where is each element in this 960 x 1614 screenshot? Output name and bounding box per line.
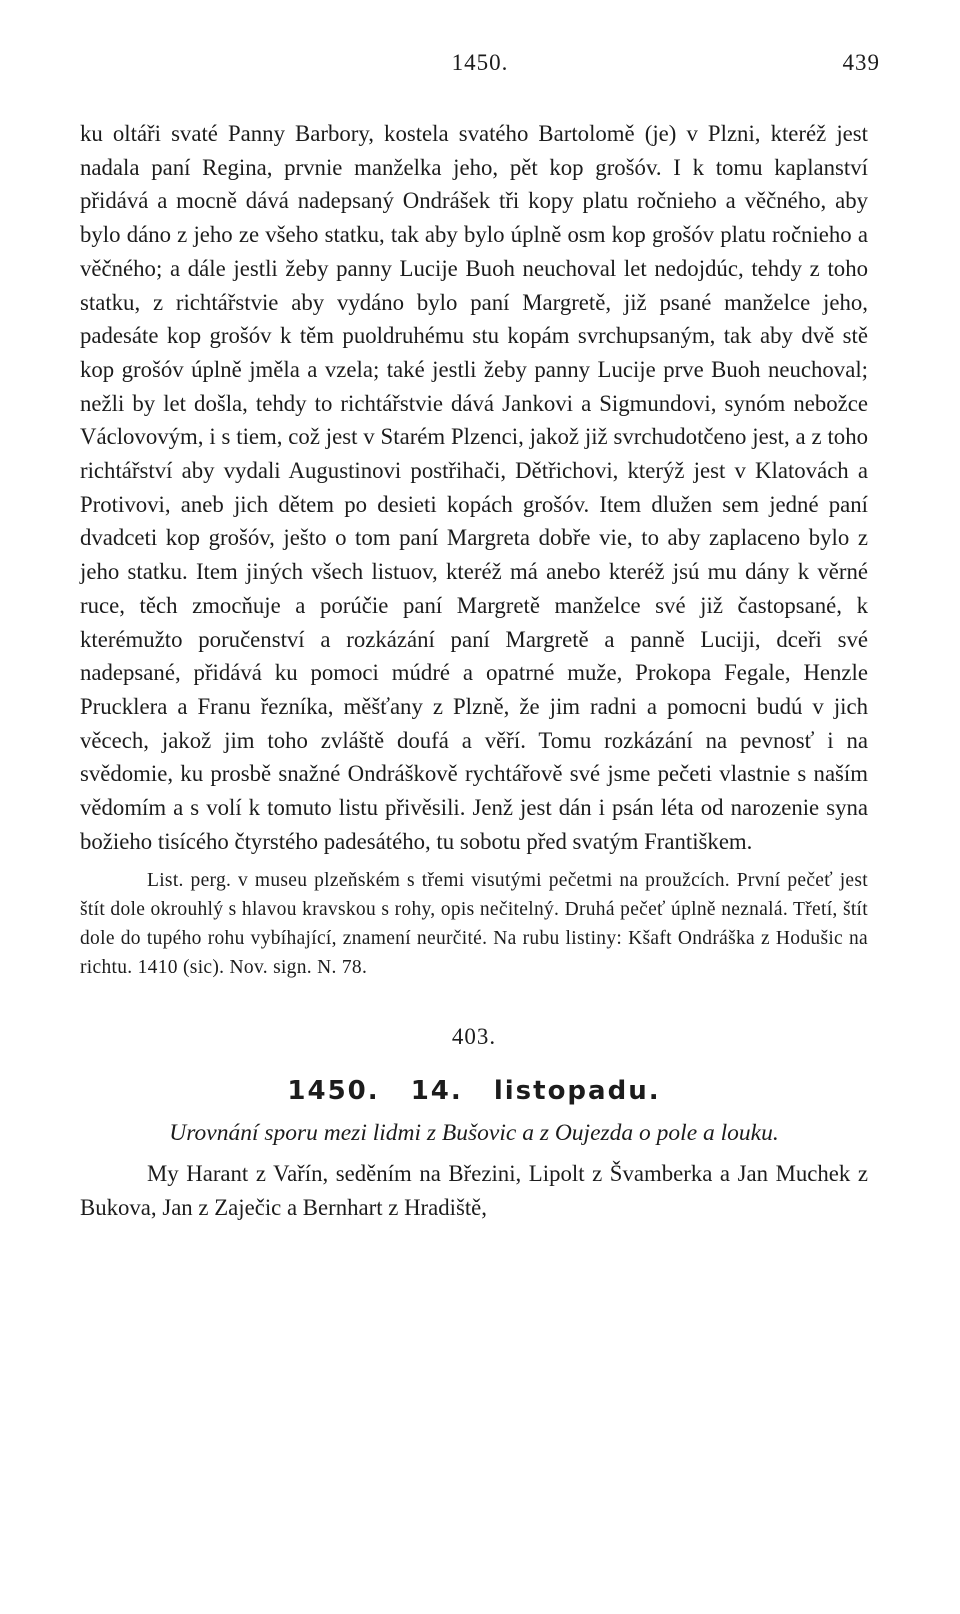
document-summary: Urovnání sporu mezi lidmi z Bušovic a z Oujezda o pole a louku. (169, 1120, 779, 1147)
document-date-day: 14. (410, 1076, 463, 1107)
document-date (80, 1076, 868, 1106)
page-number: 439 (842, 50, 880, 75)
main-paragraph: ku oltáři svaté Panny Barbory, kostela svatého Bartolomě (je) v Plzni, kteréž jest nadala paní Regina, prvnie manželka jeho, pět kop grošóv. I k tomu kaplanství přidává a mocně dává nadepsaný Ondrášek tři kopy platu ročnieho a věčného, aby bylo dáno z jeho ze všeho statku, tak aby bylo úplně osm kop grošóv platu ročnieho a věčného; a dále jestli žeby panny Lucije Buoh neuchoval let nedojdúc, tehdy z toho statku, z richtářstvie aby vydáno bylo paní Margretě, již psané manželce jeho, padesáte kop grošóv k těm puoldruhému stu kopám svrchupsaným, tak aby dvě stě kop grošóv úplně jměla a vzela; také jestli žeby panny Lucije prve Buoh neuchoval; nežli by let došla, tehdy to richtářstvie dává Jankovi a Sigmundovi, synóm nebožce Václovovým, i s tiem, což jest v Starém Plzenci, jakož již svrchudotčeno jest, a z toho richtářství aby vydali Augustinovi postřihači, Dětřichovi, kterýž jest v Klatovách a Protivovi, aneb jich dětem po desieti kopách grošóv. Item dlužen sem jedné paní dvadceti kop grošóv, ješto o tom paní Margreta dobře vie, to aby zaplaceno bylo z jeho statku. Item jiných všech listuov, kteréž má anebo kteréž jsú mu dány k věrné ruce, těch zmocňuje a porúčie paní Margretě manželce své již častopsané, k kterémužto poručenství a rozkázání paní Margretě a panně Luciji, dceři své nadepsané, přidává ku pomoci múdré a opatrné muže, Prokopa Fegale, Henzle Prucklera a Franu řezníka, měšťany z Plzně, že jim radni a pomocni budú v jich věcech, jakož jim toho zvláště doufá a věří. Tomu rozkázání na pevnosť i na svědomie, ku prosbě snažné Ondráškově rychtářově své jsme pečeti vlastnie s naším vědomím a s volí k tomuto listu přivěsili. Jenž jest dán i psán léta od narozenie syna božieho tisícého čtyrstého padesátého, tu sobotu před svatým Františkem. (80, 121, 868, 854)
running-head-year: 1450. (451, 50, 509, 75)
document-date-year: 1450. (287, 1076, 380, 1107)
document-number: 403. (451, 1024, 497, 1050)
running-head (80, 50, 880, 84)
document-opening: My Harant z Vařín, seděním na Březini, Lipolt z Švamberka a Jan Muchek z Bukova, Jan z Zaječic a Bernhart z Hradiště, (80, 1161, 868, 1221)
document-date-month: listopadu. (493, 1076, 661, 1107)
body-text (80, 117, 868, 1225)
archival-note: List. perg. v museu plzeňském s třemi visutými pečetmi na proužcích. První pečeť jest štít dole okrouhlý s hlavou kravskou s rohy, opis nečitelný. Druhá pečeť úplně neznalá. Třetí, štít dole do tupého rohu vybíhající, znamení neurčité. Na rubu listiny: Kšaft Ondráška z Hodušic na richtu. 1410 (sic). Nov. sign. N. 78. (80, 870, 868, 979)
